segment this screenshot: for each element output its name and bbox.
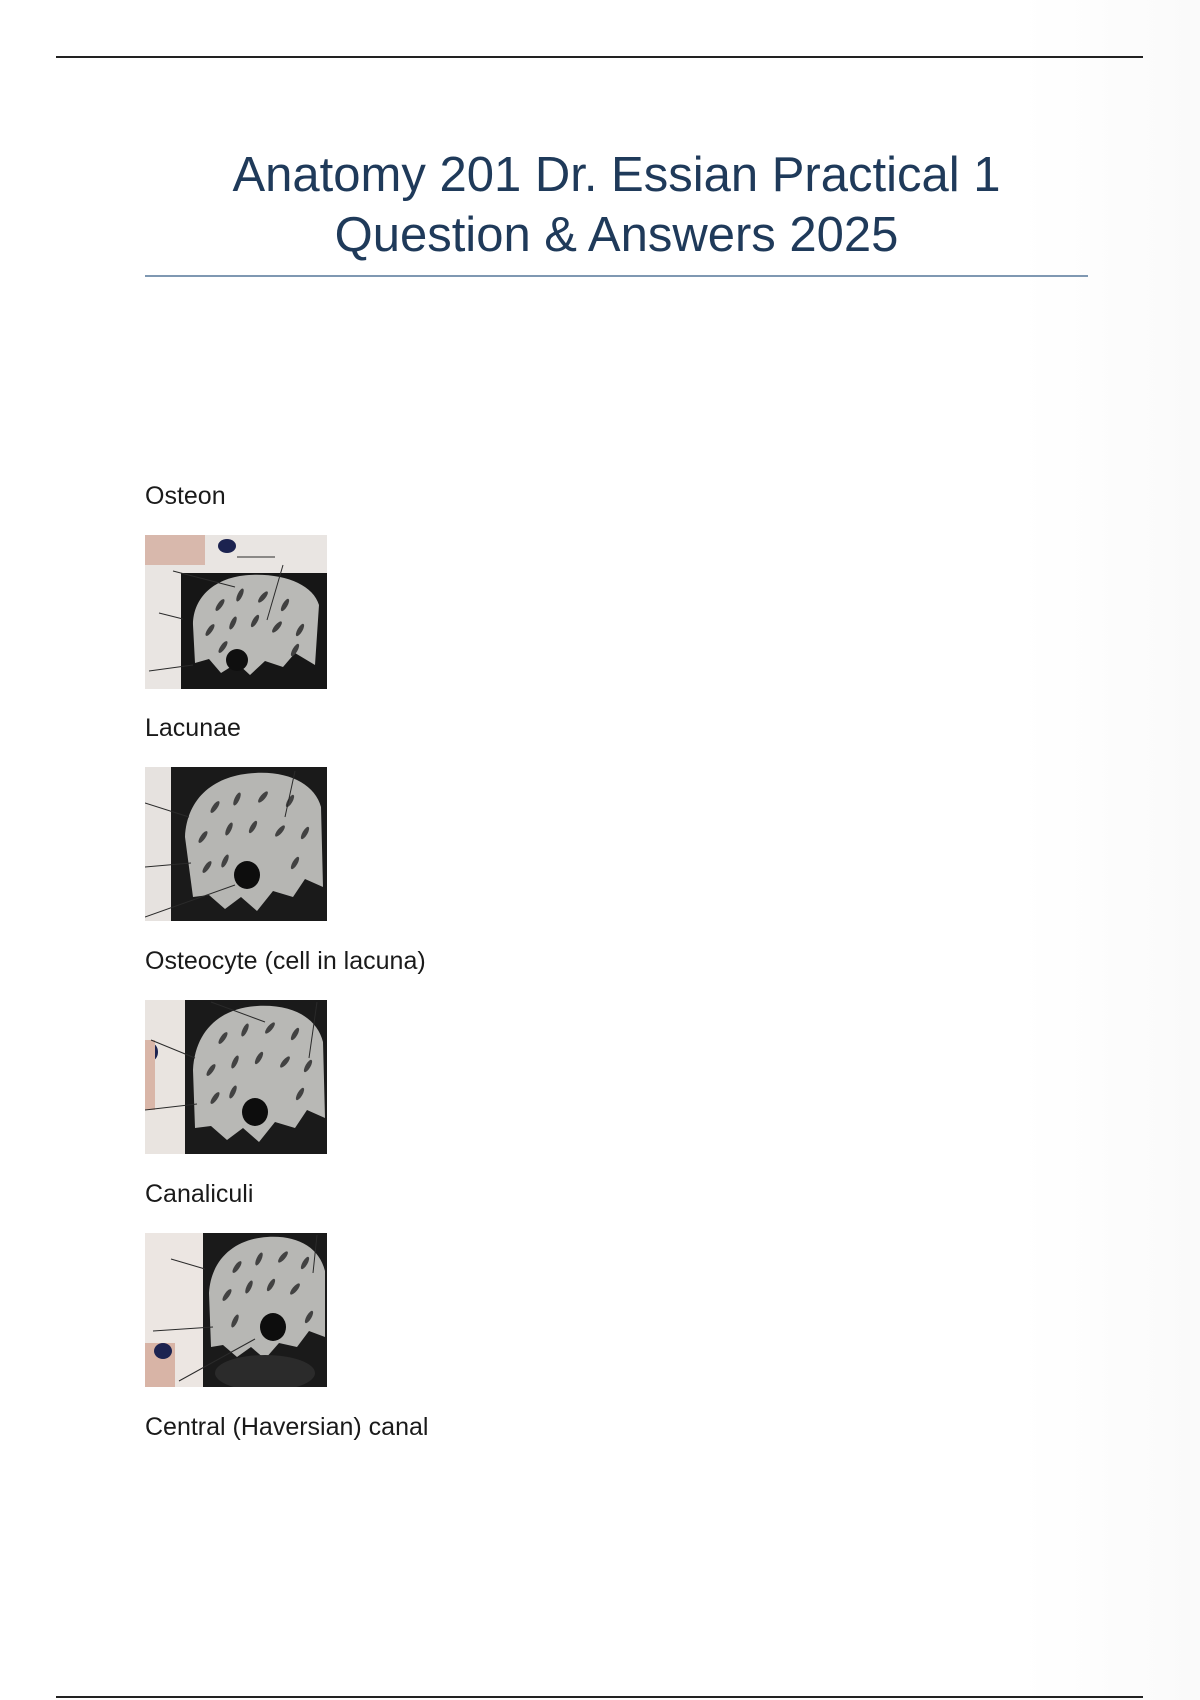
title-line-2: Question & Answers 2025 bbox=[334, 208, 899, 262]
title-line-1: Anatomy 201 Dr. Essian Practical 1 bbox=[232, 148, 1001, 202]
osteocyte-photo bbox=[145, 1000, 327, 1154]
item-label-central-canal: Central (Haversian) canal bbox=[145, 1413, 429, 1441]
lacunae-photo bbox=[145, 767, 327, 921]
bottom-rule bbox=[56, 1696, 1143, 1698]
item-label-canaliculi: Canaliculi bbox=[145, 1180, 254, 1208]
title-underline bbox=[145, 275, 1088, 277]
canaliculi-photo bbox=[145, 1233, 327, 1387]
top-rule bbox=[56, 56, 1143, 58]
osteon-photo bbox=[145, 535, 327, 689]
item-label-osteon: Osteon bbox=[145, 482, 226, 510]
item-label-osteocyte: Osteocyte (cell in lacuna) bbox=[145, 947, 426, 975]
item-label-lacunae: Lacunae bbox=[145, 714, 241, 742]
document-title bbox=[145, 145, 1088, 265]
